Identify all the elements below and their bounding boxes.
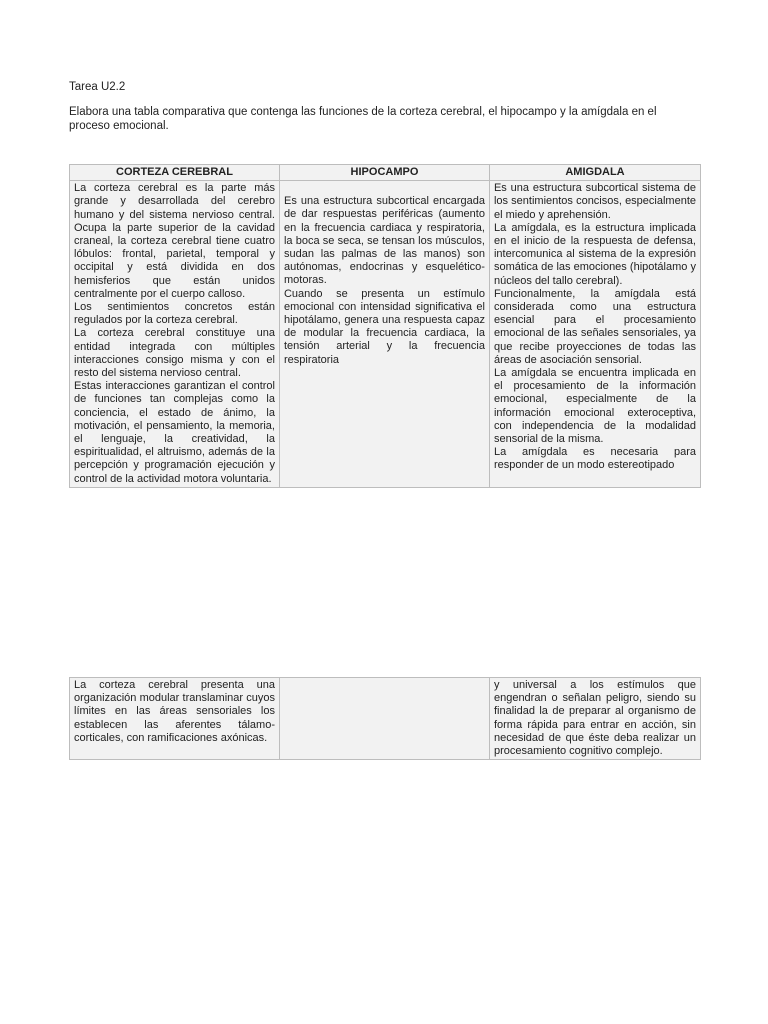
comparison-table-continued <box>69 677 701 760</box>
corteza-paragraph: Estas interacciones garantizan el control de funciones tan complejas como la conciencia, el estado de ánimo, la motivación, el pensamiento, la memoria, el lenguaje, la creatividad, la espiritualidad, el altruismo, además de la percepción y programación ejecución y control de la actividad motora voluntaria. <box>74 380 275 485</box>
cell-corteza <box>70 181 280 488</box>
header-hipocampo: HIPOCAMPO <box>279 165 489 181</box>
header-amigdala: AMIGDALA <box>489 165 700 181</box>
corteza-paragraph: La corteza cerebral constituye una entidad integrada con múltiples interacciones consigo misma y con el resto del sistema nervioso central. <box>74 327 275 380</box>
cell-corteza: La corteza cerebral presenta una organización modular translaminar cuyos límites en las áreas sensoriales los establecen las aferentes tálamo-corticales, con ramificaciones axónicas. <box>70 678 280 760</box>
hipocampo-paragraph: Es una estructura subcortical encargada de dar respuestas periféricas (aumento en la frecuencia cardiaca y respiratoria, la boca se seca, se tensan los músculos, sudan las palmas de las manos) son autónomas, endocrinas y esquelético-motoras. <box>283 195 485 287</box>
amigdala-paragraph: La amígdala, es la estructura implicada en el inicio de la respuesta de defensa, intercomunica al sistema de la expresión somática de las emociones (hipotálamo y núcleos del tallo cerebral). <box>493 221 696 287</box>
corteza-paragraph: La corteza cerebral es la parte más grande y desarrollada del cerebro humano y del sistema nervioso central. Ocupa la parte superior de la cavidad craneal, la corteza cerebral tiene cuatro lóbulos: frontal, parietal, temporal y occipital y está dividida en dos hemisferios que están unidos centralmente por el cuerpo calloso. <box>74 182 275 300</box>
amigdala-paragraph: La amígdala es necesaria para responder de un modo estereotipado <box>493 446 696 472</box>
task-title: Tarea U2.2 <box>69 81 126 93</box>
amigdala-paragraph: La amígdala se encuentra implicada en el procesamiento de la información emocional, especialmente de la información emocional exteroceptiva, con independencia de la modalidad sensorial de la misma. <box>493 367 696 446</box>
cell-amigdala <box>489 181 700 488</box>
cell-amigdala: y universal a los estímulos que engendran o señalan peligro, siendo su finalidad la de preparar al organismo de forma rápida para entrar en acción, sin necesidad de que éste deba realizar un procesamiento cognitivo complejo. <box>489 678 700 760</box>
amigdala-paragraph: Funcionalmente, la amígdala está considerada como una estructura esencial para el procesamiento emocional de las señales sensoriales, ya que recibe proyecciones de todas las áreas de asociación sensorial. <box>493 287 696 366</box>
amigdala-paragraph: Es una estructura subcortical sistema de los sentimientos concisos, especialmente el miedo y aprehensión. <box>493 182 696 221</box>
cell-hipocampo <box>279 181 489 488</box>
cell-spacer <box>284 182 485 195</box>
table-row <box>70 181 701 488</box>
intro-paragraph: Elabora una tabla comparativa que contenga las funciones de la corteza cerebral, el hipocampo y la amígdala en el proceso emocional. <box>69 106 657 132</box>
cell-hipocampo <box>279 678 489 760</box>
header-corteza: CORTEZA CEREBRAL <box>70 165 280 181</box>
corteza-paragraph: Los sentimientos concretos están regulados por la corteza cerebral. <box>74 301 275 327</box>
comparison-table <box>69 164 701 488</box>
hipocampo-paragraph: Cuando se presenta un estímulo emocional con intensidad significativa el hipotálamo, genera una respuesta capaz de modular la frecuencia cardiaca, la tensión arterial y la frecuencia respiratoria <box>283 287 485 366</box>
table-header-row <box>70 165 701 181</box>
table-row <box>70 678 701 760</box>
